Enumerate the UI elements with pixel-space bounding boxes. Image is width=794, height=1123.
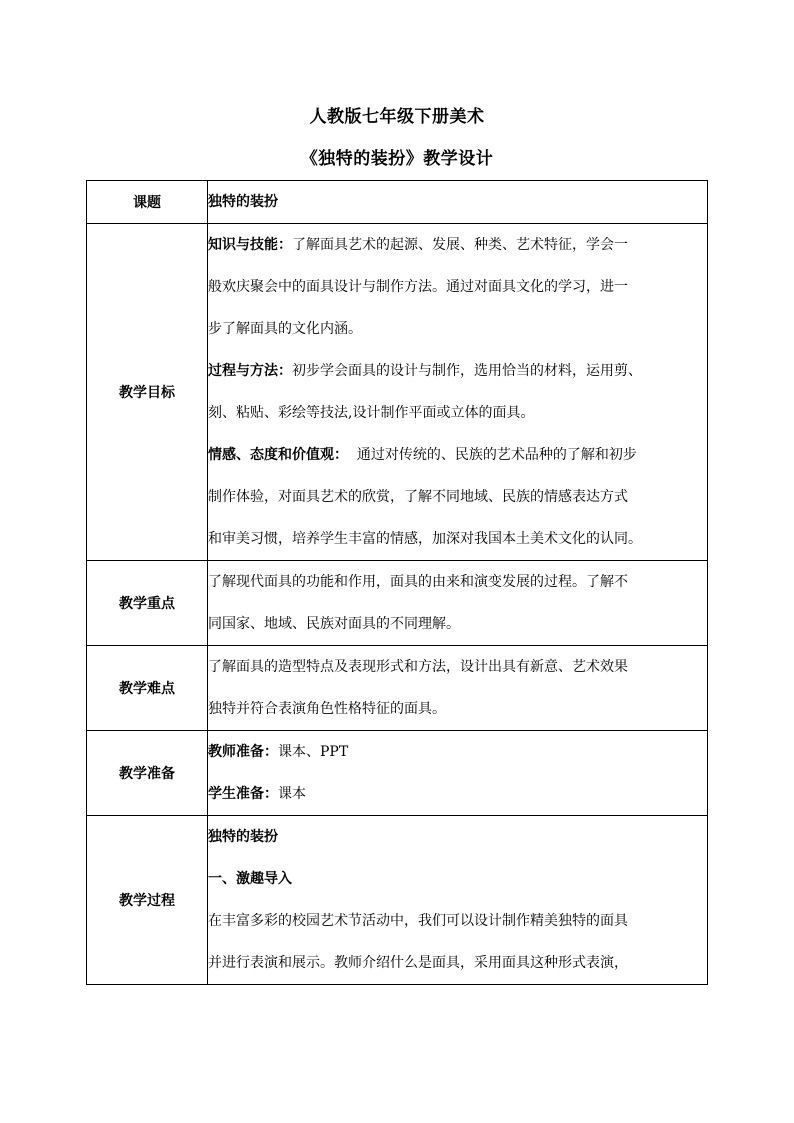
objective-emotion-text-2: 制作体验，对面具艺术的欣赏，了解不同地域、民族的情感表达方式 bbox=[208, 489, 628, 505]
teacher-preparation-title: 教师准备： bbox=[208, 744, 278, 760]
table-row-objectives bbox=[87, 224, 708, 561]
objective-knowledge-text-2: 般欢庆聚会中的面具设计与制作方法。通过对面具文化的学习，进一 bbox=[208, 279, 628, 295]
student-preparation-title: 学生准备： bbox=[208, 786, 278, 802]
table-row-preparation bbox=[87, 731, 708, 816]
cell-process bbox=[208, 816, 708, 985]
objective-process-text-2: 刻、粘贴、彩绘等技法,设计制作平面或立体的面具。 bbox=[208, 405, 535, 421]
cell-objectives bbox=[208, 224, 708, 561]
label-topic: 课题 bbox=[87, 181, 208, 224]
cell-topic bbox=[208, 181, 708, 224]
cell-difficulties bbox=[208, 646, 708, 731]
document-subtitle: 《独特的装扮》教学设计 bbox=[300, 149, 494, 169]
objective-emotion-text-3: 和审美习惯，培养学生丰富的情感，加深对我国本土美术文化的认同。 bbox=[208, 531, 642, 547]
objective-knowledge-text-3: 步了解面具的文化内涵。 bbox=[208, 321, 362, 337]
topic-value: 独特的装扮 bbox=[208, 194, 278, 210]
objective-process-title: 过程与方法： bbox=[208, 363, 292, 379]
label-preparation: 教学准备 bbox=[87, 731, 208, 816]
difficulties-text-2: 独特并符合表演角色性格特征的面具。 bbox=[208, 701, 446, 717]
cell-preparation bbox=[208, 731, 708, 816]
teacher-preparation bbox=[208, 731, 707, 773]
objective-emotion-text: 通过对传统的、民族的艺术品种的了解和初步 bbox=[356, 447, 637, 463]
teacher-preparation-value: 课本、PPT bbox=[278, 744, 349, 760]
label-key-points: 教学重点 bbox=[87, 561, 208, 646]
cell-key-points bbox=[208, 561, 708, 646]
difficulties-text-1: 了解面具的造型特点及表现形式和方法，设计出具有新意、艺术效果 bbox=[208, 659, 628, 675]
process-paragraph-1-line-1: 在丰富多彩的校园艺术节活动中，我们可以设计制作精美独特的面具 bbox=[208, 913, 628, 929]
student-preparation-value: 课本 bbox=[278, 786, 306, 802]
label-difficulties: 教学难点 bbox=[87, 646, 208, 731]
objective-knowledge-title: 知识与技能： bbox=[208, 237, 292, 253]
table-row-process bbox=[87, 816, 708, 985]
student-preparation bbox=[208, 773, 707, 815]
objective-emotion-line bbox=[208, 434, 707, 476]
key-points-text-2: 同国家、地域、民族对面具的不同理解。 bbox=[208, 616, 460, 632]
objective-knowledge-line bbox=[208, 224, 707, 266]
table-row-topic bbox=[87, 181, 708, 224]
label-process: 教学过程 bbox=[87, 816, 208, 985]
process-heading: 独特的装扮 bbox=[208, 829, 278, 845]
process-paragraph-1-line-2: 并进行表演和展示。教师介绍什么是面具，采用面具这种形式表演， bbox=[208, 955, 628, 971]
key-points-text-1: 了解现代面具的功能和作用，面具的由来和演变发展的过程。了解不 bbox=[208, 574, 628, 590]
table-row-key-points bbox=[87, 561, 708, 646]
lesson-plan-table bbox=[86, 180, 708, 985]
document-title: 人教版七年级下册美术 bbox=[309, 107, 485, 127]
process-section-1: 一、激趣导入 bbox=[208, 871, 292, 887]
objective-knowledge-text: 了解面具艺术的起源、发展、种类、艺术特征，学会一 bbox=[292, 237, 628, 253]
label-objectives: 教学目标 bbox=[87, 224, 208, 561]
objective-process-text: 初步学会面具的设计与制作，选用恰当的材料，运用剪、 bbox=[292, 363, 642, 379]
objective-emotion-title: 情感、态度和价值观： bbox=[208, 447, 348, 463]
table-row-difficulties bbox=[87, 646, 708, 731]
objective-process-line bbox=[208, 350, 707, 392]
